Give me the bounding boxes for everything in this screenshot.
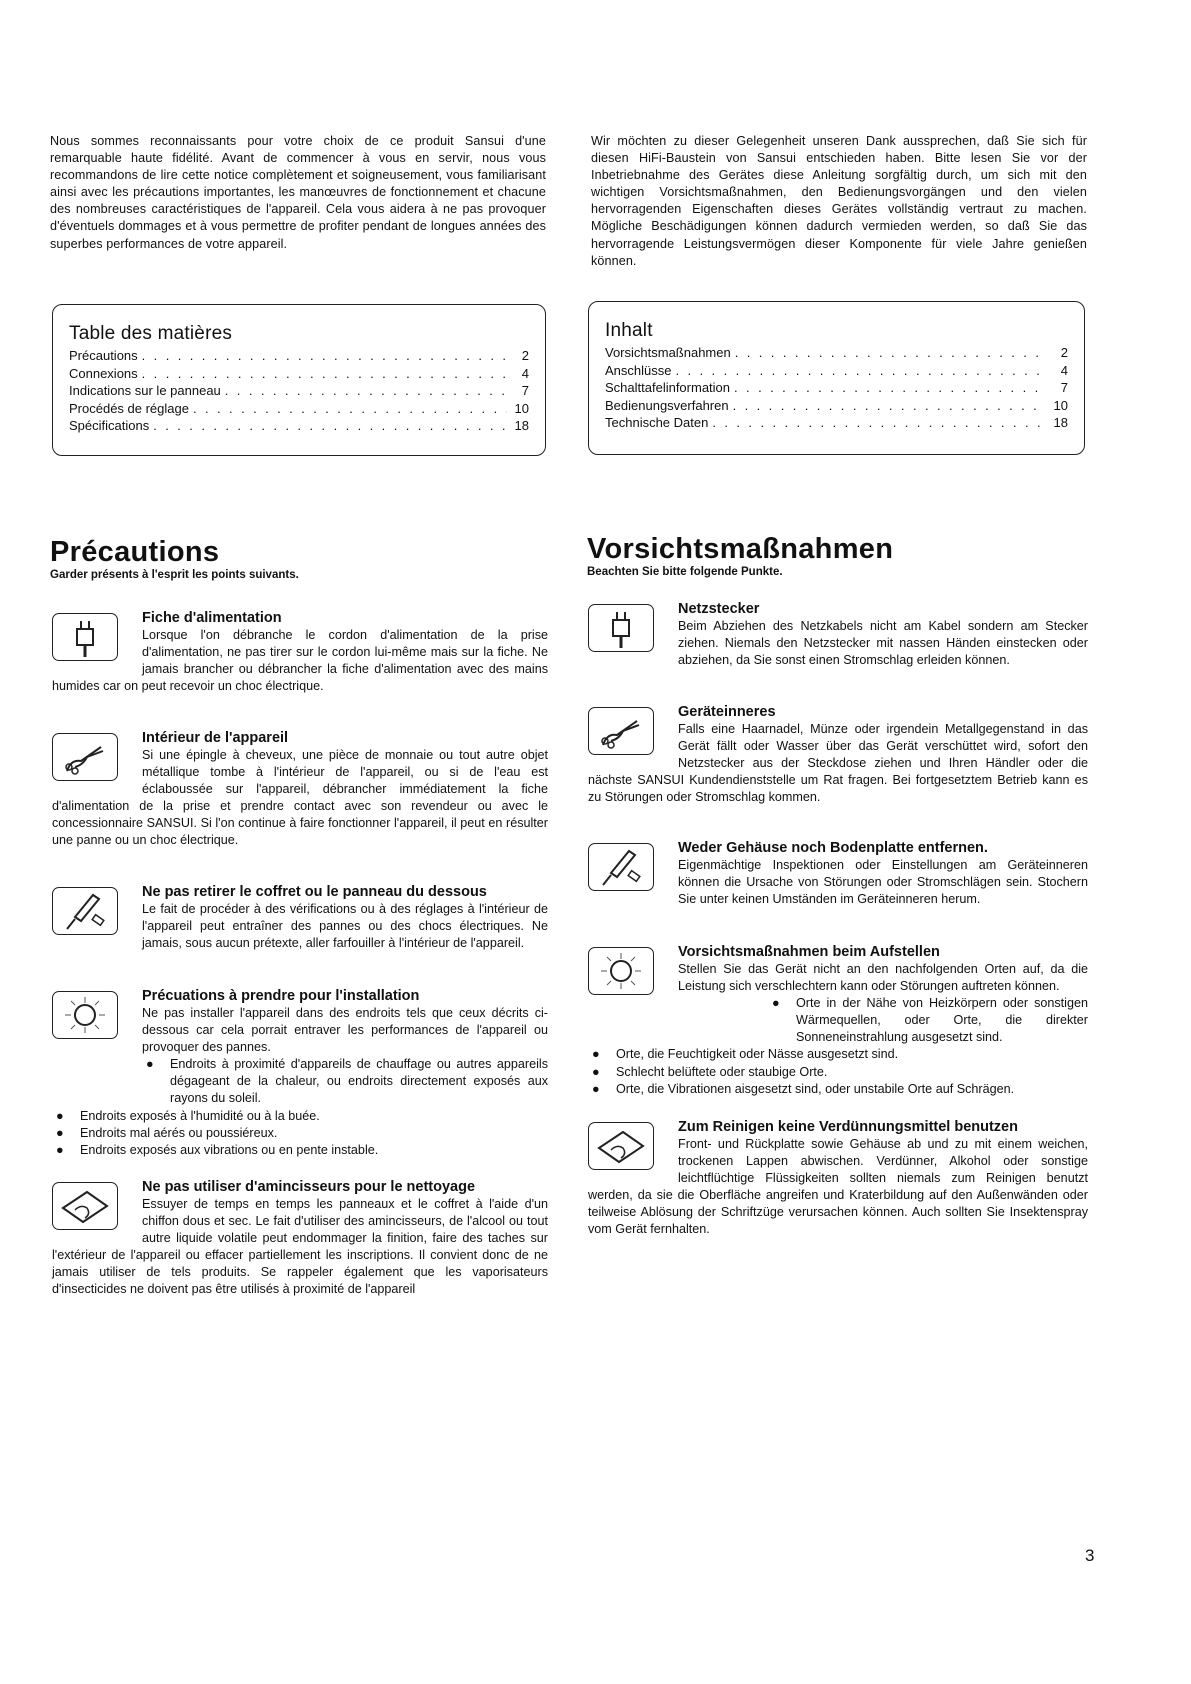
item-text: Si une épingle à cheveux, une pièce de monnaie ou tout autre objet métallique tombe à l'intérieur de l'appareil, ou si de l'eau est éclaboussée sur l'appareil, débrancher immédiatement la fiche d'alimentation de la prise et prendre contact avec son revendeur ou avec le concessionnaire SANSUI. Si l'on continue à faire fonctionner l'appareil, il peut en résulter une panne ou un choc électrique.	[52, 748, 548, 848]
toc-row[interactable]: Anschlüsse . . . 4	[605, 362, 1068, 380]
item-text: Eigenmächtige Inspektionen oder Einstellungen am Geräteinneren können die Ursache von Störungen oder Stromschlägen sein. Stochern Sie unter keinen Umständen im Geräteinneren herum.	[678, 858, 1088, 907]
bullet-item: ● Schlecht belüftete oder staubige Orte.	[592, 1064, 828, 1079]
item-text: Ne pas installer l'appareil dans des endroits tels que ceux décrits ci-dessous car cela porrait entraver les performances de l'appareil ou provoquer des pannes.	[142, 1006, 548, 1055]
item-text: Le fait de procéder à des vérifications ou à des réglages à l'intérieur de l'appareil peut entraîner des pannes ou des chocs électriques. Ne jamais, sous aucun prétexte, aller farfouiller à l'intérieur de l'appareil.	[142, 902, 548, 951]
sun-icon	[588, 947, 654, 995]
bullet-item: ● Orte, die Vibrationen aisgesetzt sind, oder unstabile Orte auf Schrägen.	[592, 1081, 1015, 1096]
water-hand-icon	[588, 707, 654, 755]
item-title: Ne pas retirer le coffret ou le panneau du dessous	[142, 884, 487, 900]
toc-row[interactable]: Indications sur le panneau . . . 7	[69, 382, 529, 400]
toc-row[interactable]: Bedienungsverfahren . . . 10	[605, 397, 1068, 415]
item-text: Beim Abziehen des Netzkabels nicht am Kabel sondern am Stecker ziehen. Niemals den Netzstecker mit nassen Händen einstecken oder abziehen, da Sie sonst einen Stromschlag erleiden können.	[678, 619, 1088, 668]
de-section-subtitle: Beachten Sie bitte folgende Punkte.	[587, 566, 783, 578]
fr-precaution-item	[52, 1178, 548, 1299]
toc-row[interactable]: Schalttafelinformation . . . 7	[605, 379, 1068, 397]
item-title: Précuations à prendre pour l'installation	[142, 988, 420, 1004]
fr-section-title: Précautions	[50, 536, 220, 568]
toc-row[interactable]: Vorsichtsmaßnahmen . . . 2	[605, 344, 1068, 362]
item-title: Weder Gehäuse noch Bodenplatte entfernen.	[678, 840, 988, 856]
cleaning-cloth-icon	[588, 1122, 654, 1170]
sun-icon	[52, 991, 118, 1039]
bullet-item: ● Endroits exposés à l'humidité ou à la buée.	[56, 1108, 320, 1123]
de-precaution-item	[588, 943, 1088, 1098]
fr-toc-title: Table des matières	[69, 323, 233, 344]
page-number: 3	[1085, 1546, 1095, 1565]
fr-precaution-item	[52, 883, 548, 952]
fr-section-subtitle: Garder présents à l'esprit les points suivants.	[50, 569, 299, 581]
item-text: Front- und Rückplatte sowie Gehäuse ab und zu mit einem weichen, trockenen Lappen abwischen. Verdünner, Alkohol oder sonstige leichtflüchtige Flüssigkeiten sollten niemals zum Reinigen benutzt werden, da sie die Oberfläche angreifen und Kraterbildung auf den Außenwänden oder teilweise Ablösung der Schriftzüge verursachen können. Auch sollten Sie Insektenspray vom Gerät fernhalten.	[588, 1137, 1088, 1237]
fr-toc-box	[52, 304, 546, 456]
item-title: Netzstecker	[678, 601, 760, 617]
item-title: Ne pas utiliser d'amincisseurs pour le nettoyage	[142, 1179, 476, 1195]
item-title: Geräteinneres	[678, 704, 776, 720]
toc-row[interactable]: Technische Daten . . . 18	[605, 414, 1068, 432]
fr-precaution-item	[52, 729, 548, 850]
fr-precaution-item	[52, 609, 548, 695]
toc-row[interactable]: Connexions . . . 4	[69, 365, 529, 383]
fr-intro-text: Nous sommes reconnaissants pour votre choix de ce produit Sansui d'une remarquable haute fidélité. Avant de commencer à vous en servir, nous vous recommandons de lire cette notice complètement et soigneusement, vous familiarisant ainsi avec les précautions importantes, les manœuvres de fonctionnement et chacune des nombreuses caractéristiques de l'appareil. Cela vous aidera à ne pas provoquer d'éventuels dommages et à vous permettre de profiter pendant de longues années des superbes performances de votre appareil.	[50, 134, 546, 251]
toc-row[interactable]: Spécifications . . . 18	[69, 417, 529, 435]
bullet-item: ● Orte, die Feuchtigkeit oder Nässe ausgesetzt sind.	[592, 1047, 899, 1062]
plug-icon	[52, 613, 118, 661]
item-title: Vorsichtsmaßnahmen beim Aufstellen	[678, 944, 940, 960]
cleaning-cloth-icon	[52, 1182, 118, 1230]
de-precaution-item	[588, 839, 1088, 908]
toc-row[interactable]: Procédés de réglage . . . 10	[69, 400, 529, 418]
de-intro-text: Wir möchten zu dieser Gelegenheit unseren Dank aussprechen, daß Sie sich für diesen HiFi-Baustein von Sansui entschieden haben. Bitte lesen Sie vor der Inbetriebnahme des Gerätes diese Anleitung sorgfältig durch, um sich mit den wichtigen Vorsichtsmaßnahmen, den Bedienungsvorgängen und den vielen hervorragenden Eigenschaften dieses Gerätes vollständig vertraut zu machen. Mögliche Beschädigungen können dadurch vermieden werden, so daß Sie das hervorragende Leistungsvermögen dieser Komponente für viele Jahre genießen können.	[591, 134, 1087, 268]
item-text: Falls eine Haarnadel, Münze oder irgendein Metallgegenstand in das Gerät fällt oder Wasser über das Gerät verschüttet wird, sofort den Netzstecker aus der Steckdose ziehen und Ihren Händler oder die nächste SANSUI Kundendienststelle um Rat fragen. Bei fortgesetztem Betrieb kann es zu Störungen oder Stromschlag kommen.	[588, 722, 1088, 805]
item-title: Zum Reinigen keine Verdünnungsmittel benutzen	[678, 1119, 1018, 1135]
de-precaution-item	[588, 600, 1088, 669]
plug-icon	[588, 604, 654, 652]
de-precaution-item	[588, 703, 1088, 806]
de-toc-title: Inhalt	[605, 320, 653, 341]
bullet-item: ● Endroits à proximité d'appareils de chauffage ou autres appareils dégageant de la chaleur, ou endroits directement exposés aux rayons du soleil.	[146, 1057, 548, 1106]
item-title: Fiche d'alimentation	[142, 610, 282, 626]
item-title: Intérieur de l'appareil	[142, 730, 289, 746]
fr-precaution-item	[52, 987, 548, 1159]
bullet-item: ● Endroits mal aérés ou poussiéreux.	[56, 1125, 278, 1140]
item-text: Lorsque l'on débranche le cordon d'alimentation de la prise d'alimentation, ne pas tirer sur le cordon lui-même mais sur la fiche. Ne jamais brancher ou débrancher la fiche d'alimentation avec des mains humides car on peut recevoir un choc électrique.	[52, 628, 548, 694]
item-text: Stellen Sie das Gerät nicht an den nachfolgenden Orten auf, da die Leistung sich verschlechtern kann oder Störungen auftreten können.	[678, 962, 1088, 994]
toc-row[interactable]: Précautions . . . 2	[69, 347, 529, 365]
water-hand-icon	[52, 733, 118, 781]
de-toc-box	[588, 301, 1085, 455]
item-text: Essuyer de temps en temps les panneaux et le coffret à l'aide d'un chiffon dous et sec. Le fait d'utiliser des amincisseurs, de l'alcool ou tout autre liquide volatile peut endommager la finition, faire des taches sur l'extérieur de l'appareil ou effacer partiellement les inscriptions. Il convient donc de ne jamais utiliser de tels produits. Se rappeler également que les vaporisateurs d'insecticides ne doivent pas être utilisés à proximité de l'appareil	[52, 1197, 548, 1297]
de-precaution-item	[588, 1118, 1088, 1239]
bullet-item: ● Orte in der Nähe von Heizkörpern oder sonstigen Wärmequellen, oder Orte, die direkter Sonneneinstrahlung ausgesetzt sind.	[772, 996, 1088, 1045]
screwdriver-icon	[52, 887, 118, 935]
screwdriver-icon	[588, 843, 654, 891]
de-section-title: Vorsichtsmaßnahmen	[587, 533, 894, 565]
bullet-item: ● Endroits exposés aux vibrations ou en pente instable.	[56, 1142, 379, 1157]
